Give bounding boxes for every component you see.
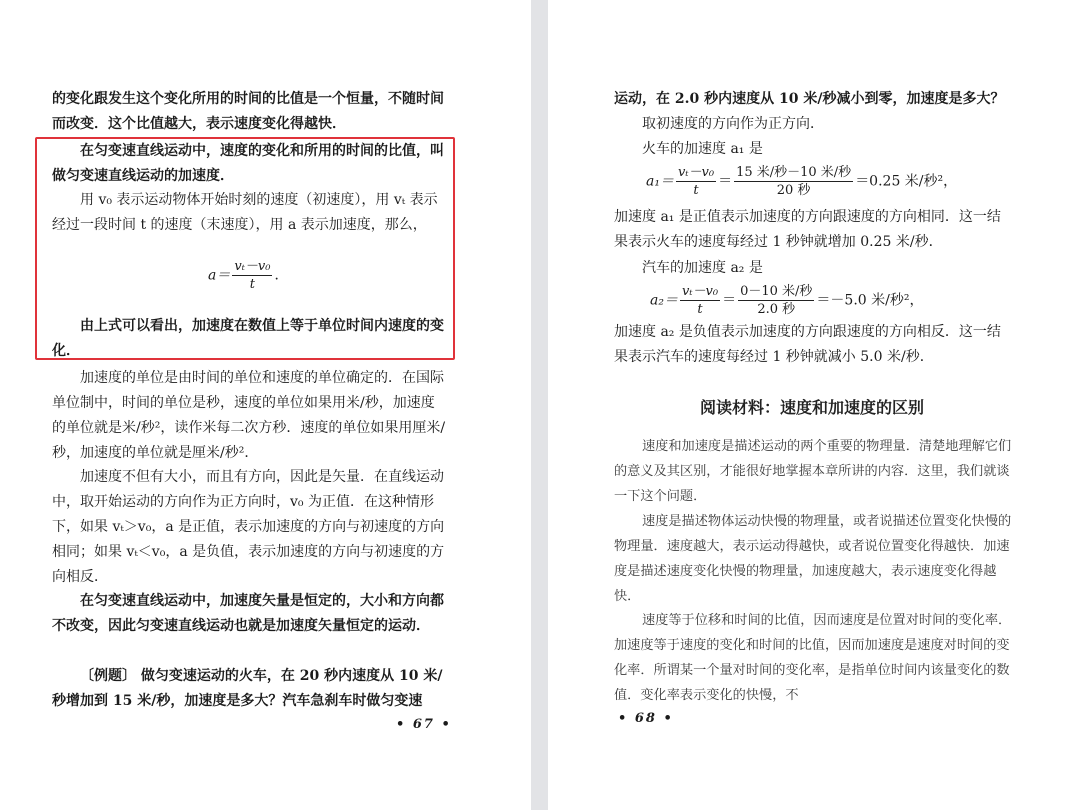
train-formula: a₁＝ $\frac{\text{vₜ－v₀}}{t}$ ＝ $\frac{\text{15 米/秒－10 米/秒}}{\text{20 秒}}$ ＝0.25 米/秒²， <box>646 165 958 198</box>
train-formula-lhs: a₁＝ <box>646 173 674 190</box>
page-gutter <box>531 0 548 810</box>
unit-paragraph: 加速度的单位是由时间的单位和速度的单位确定的．在国际单位制中，时间的单位是秒，速度的单位如果用米/秒，加速度的单位就是米/秒²，读作米每二次方秒．速度的单位如果用厘米/秒，加速度的单位就是厘米/秒²． <box>52 370 446 461</box>
car-explanation: 加速度 a₂ 是负值表示加速度的方向跟速度的方向相反．这一结果表示汽车的速度每经过 1 秒钟就减小 5.0 米/秒． <box>614 324 1001 365</box>
car-frac2-num: 0－10 米/秒 <box>740 284 813 299</box>
acceleration-formula <box>208 258 288 293</box>
symbol-explanation: 用 v₀ 表示运动物体开始时刻的速度（初速度），用 vₜ 表示经过一段时间 t 的速度（末速度），用 a 表示加速度，那么， <box>52 192 438 233</box>
car-formula: a₂＝ $\frac{\text{vₜ－v₀}}{t}$ ＝ $\frac{\text{0－10 米/秒}}{\text{2.0 秒}}$ ＝－5.0 米/秒²， <box>650 284 924 317</box>
direction-line: 取初速度的方向作为正方向． <box>642 116 824 132</box>
car-frac1-den: t <box>697 302 703 317</box>
car-formula-lhs: a₂＝ <box>650 292 678 309</box>
car-label: 汽车的加速度 a₂ 是 <box>642 260 763 276</box>
right-page-number: • 68 • <box>618 711 674 726</box>
acceleration-conclusion: 由上式可以看出，加速度在数值上等于单位时间内速度的变化． <box>52 318 444 359</box>
train-frac2-den: 20 秒 <box>776 183 811 198</box>
train-frac1-num: vₜ－v₀ <box>677 165 715 180</box>
train-explanation: 加速度 a₁ 是正值表示加速度的方向跟速度的方向相同．这一结果表示火车的速度每经过 1 秒钟就增加 0.25 米/秒． <box>614 209 1001 250</box>
train-frac2-num: 15 米/秒－10 米/秒 <box>736 165 852 180</box>
train-frac1-den: t <box>693 183 699 198</box>
formula-tail: ． <box>274 267 289 284</box>
reading-paragraph-1: 速度和加速度是描述运动的两个重要的物理量．清楚地理解它们的意义及其区别，才能很好地掌握本章所讲的内容．这里，我们就谈一下这个问题． <box>614 439 1012 504</box>
right-paragraph-continued: 运动，在 2.0 秒内速度从 10 米/秒减小到零，加速度是多大？ <box>614 91 1005 107</box>
formula-numerator: vₜ－v₀ <box>234 259 271 274</box>
car-frac2-den: 2.0 秒 <box>757 302 796 317</box>
car-formula-result: ＝－5.0 米/秒²， <box>816 292 924 309</box>
acceleration-definition: 在匀变速直线运动中，速度的变化和所用的时间的比值，叫做匀变速直线运动的加速度． <box>52 143 444 184</box>
left-paragraph-top: 的变化跟发生这个变化所用的时间的比值是一个恒量，不随时间而改变．这个比值越大，表示速度变化得越快． <box>52 91 444 132</box>
car-frac1-num: vₜ－v₀ <box>681 284 719 299</box>
reading-paragraph-3: 速度等于位移和时间的比值，因而速度是位置对时间的变化率．加速度等于速度的变化和时间的比值，因而加速度是速度对时间的变化率．所谓某一个量对时间的变化率，是指单位时间内该量变化的数值．变化率表示变化的快慢，不 <box>614 613 1012 703</box>
formula-denominator: t <box>249 277 256 292</box>
train-label: 火车的加速度 a₁ 是 <box>642 141 763 157</box>
train-formula-result: ＝0.25 米/秒²， <box>855 173 958 190</box>
left-page-number: • 67 • <box>396 717 452 732</box>
formula-lhs: a＝ <box>208 267 231 284</box>
example-paragraph: 〔例题〕 做匀变速运动的火车，在 20 秒内速度从 10 米/秒增加到 15 米/秒，加速度是多大？汽车急刹车时做匀变速 <box>52 668 443 709</box>
vector-paragraph: 加速度不但有大小，而且有方向，因此是矢量．在直线运动中，取开始运动的方向作为正方向时，v₀ 为正值．在这种情形下，如果 vₜ＞v₀，a 是正值，表示加速度的方向与初速度的方向相同；如果 vₜ＜v₀，a 是负值，表示加速度的方向与初速度的方向相反． <box>52 469 445 585</box>
constant-paragraph: 在匀变速直线运动中，加速度矢量是恒定的，大小和方向都不改变，因此匀变速直线运动也就是加速度矢量恒定的运动． <box>52 593 444 634</box>
reading-material-title: 阅读材料：速度和加速度的区别 <box>699 398 924 417</box>
left-page <box>0 0 531 810</box>
reading-paragraph-2: 速度是描述物体运动快慢的物理量，或者说描述位置变化快慢的物理量．速度越大，表示运动得越快，或者说位置变化得越快．加速度是描述速度变化快慢的物理量，加速度越大，表示速度变化得越快． <box>614 514 1012 604</box>
